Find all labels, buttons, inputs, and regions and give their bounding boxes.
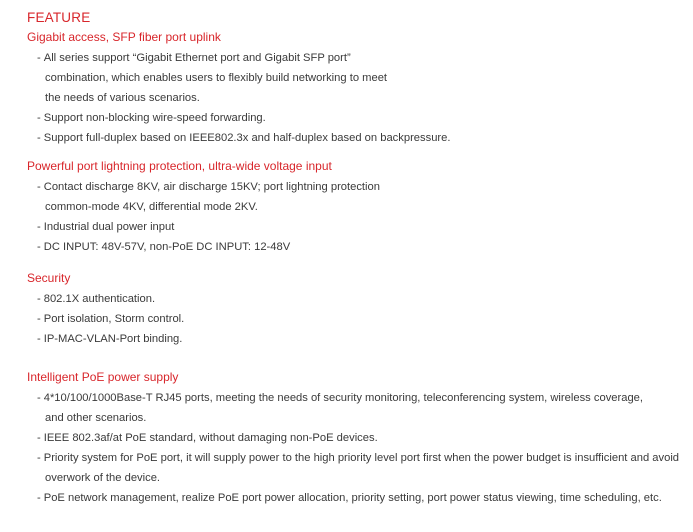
bullet-item: - DC INPUT: 48V-57V, non-PoE DC INPUT: 12-48V — [37, 241, 291, 253]
bullet-item: - Priority system for PoE port, it will supply power to the high priority level port first when the power budget is insufficient and avoid overwork of the device. — [27, 448, 687, 488]
section-title: Gigabit access, SFP fiber port uplink — [27, 30, 221, 44]
bullet-text-continued: and other scenarios. — [45, 412, 147, 424]
bullet-list — [27, 388, 687, 508]
section-gigabit-access — [27, 29, 687, 148]
bullet-item: - All series support “Gigabit Ethernet port and Gigabit SFP port” combination, which enables users to flexibly build networking to meet the needs of various scenarios. — [27, 48, 687, 108]
bullet-list — [27, 289, 687, 349]
section-title: Intelligent PoE power supply — [27, 370, 179, 384]
bullet-item: - Support non-blocking wire-speed forwarding. — [37, 112, 266, 124]
bullet-text: Port isolation, Storm control. — [43, 313, 185, 325]
bullet-list — [27, 177, 687, 257]
bullet-item: - 4*10/100/1000Base-T RJ45 ports, meeting the needs of security monitoring, teleconferencing system, wireless coverage, and other scenarios. — [27, 388, 687, 428]
bullet-text: IP-MAC-VLAN-Port binding. — [43, 333, 183, 345]
bullet-item: - PoE network management, realize PoE port power allocation, priority setting, port power status viewing, time scheduling, etc. — [37, 492, 662, 504]
section-title: Powerful port lightning protection, ultra-wide voltage input — [27, 159, 332, 173]
bullet-item: - 802.1X authentication. — [37, 293, 156, 305]
section-title: Security — [27, 271, 71, 285]
bullet-text: Contact discharge 8KV, air discharge 15KV; port lightning protection — [43, 181, 380, 193]
bullet-text: PoE network management, realize PoE port power allocation, priority setting, port power status viewing, time scheduling, etc. — [43, 492, 662, 504]
bullet-text: 802.1X authentication. — [43, 293, 156, 305]
bullet-item: - Support full-duplex based on IEEE802.3x and half-duplex based on backpressure. — [37, 132, 451, 144]
bullet-text: Industrial dual power input — [43, 221, 175, 233]
bullet-text-continued: common-mode 4KV, differential mode 2KV. — [45, 201, 258, 213]
bullet-text: Support non-blocking wire-speed forwarding. — [43, 112, 266, 124]
bullet-text: All series support “Gigabit Ethernet port and Gigabit SFP port” — [43, 52, 351, 64]
bullet-text-continued: overwork of the device. — [45, 472, 161, 484]
bullet-item: - IEEE 802.3af/at PoE standard, without damaging non-PoE devices. — [37, 432, 378, 444]
bullet-item: - Port isolation, Storm control. — [37, 313, 185, 325]
page-title: FEATURE — [27, 10, 91, 25]
bullet-item: - Industrial dual power input — [37, 221, 175, 233]
bullet-text: DC INPUT: 48V-57V, non-PoE DC INPUT: 12-48V — [43, 241, 291, 253]
bullet-text-continued: combination, which enables users to flexibly build networking to meet — [45, 72, 388, 84]
section-lightning-protection — [27, 158, 687, 257]
bullet-list — [27, 48, 687, 148]
bullet-item: - IP-MAC-VLAN-Port binding. — [37, 333, 183, 345]
section-intelligent-poe — [27, 369, 687, 508]
bullet-text: Priority system for PoE port, it will supply power to the high priority level port first when the power budget is insufficient and avoid — [43, 452, 680, 464]
bullet-item: - Contact discharge 8KV, air discharge 15KV; port lightning protection common-mode 4KV, differential mode 2KV. — [27, 177, 687, 217]
bullet-text: IEEE 802.3af/at PoE standard, without damaging non-PoE devices. — [43, 432, 378, 444]
bullet-text-continued: the needs of various scenarios. — [45, 92, 200, 104]
bullet-text: 4*10/100/1000Base-T RJ45 ports, meeting the needs of security monitoring, teleconferencing system, wireless coverage, — [43, 392, 644, 404]
bullet-text: Support full-duplex based on IEEE802.3x and half-duplex based on backpressure. — [43, 132, 451, 144]
section-security — [27, 270, 687, 349]
